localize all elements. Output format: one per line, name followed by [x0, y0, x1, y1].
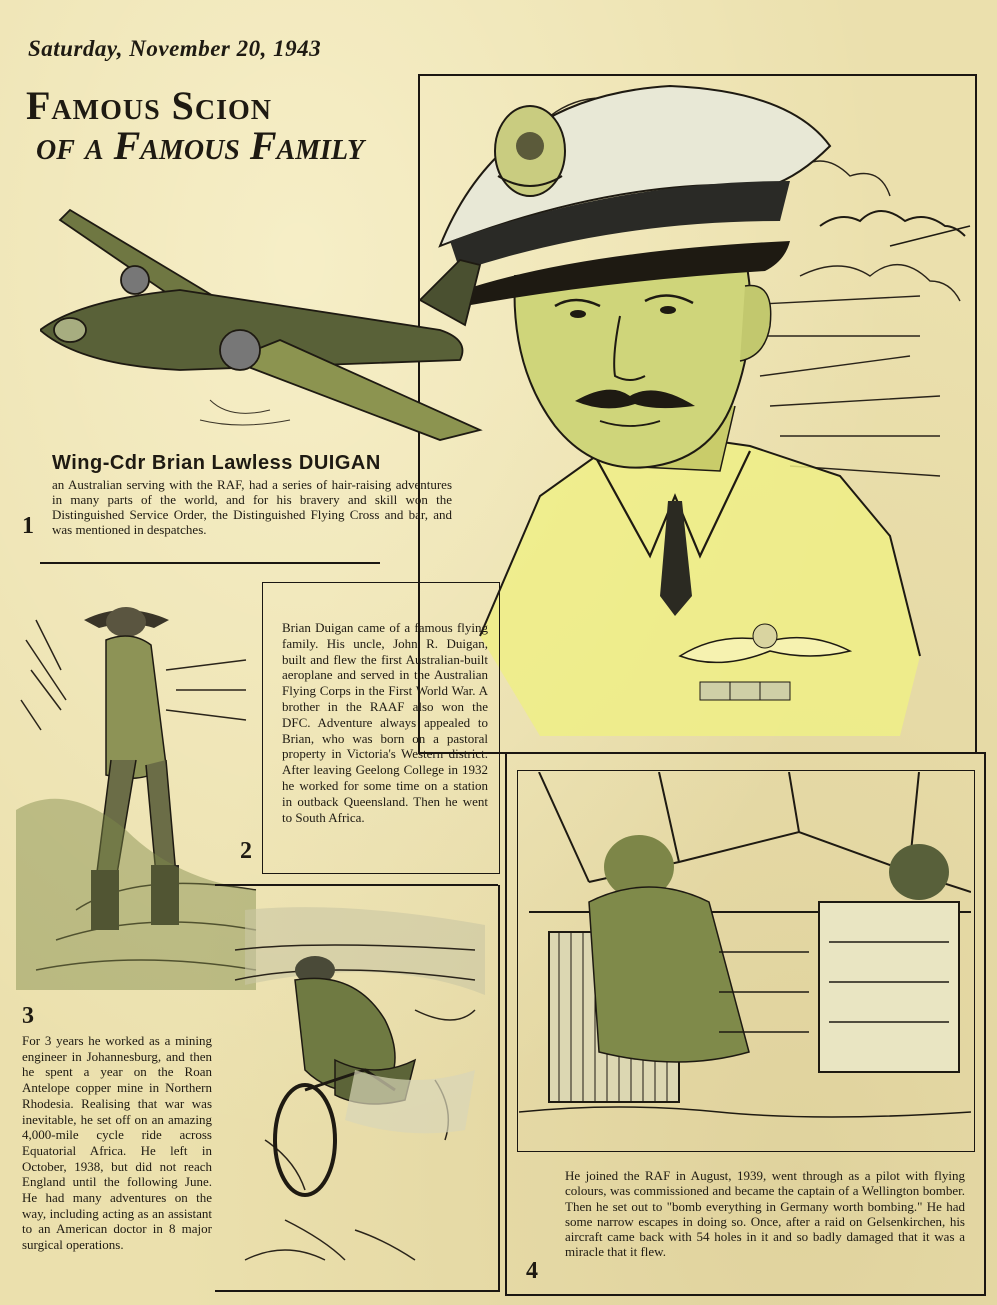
panel-1-text: an Australian serving with the RAF, had a series of hair-raising adventures in many parts of the world, and for his bravery and skill won the Distinguished Service Order, the Distinguished Flying Cross and bar, and was mentioned in despatches. [52, 477, 452, 537]
page-title [26, 83, 406, 168]
panel-4-number: 4 [526, 1258, 538, 1284]
panel-1-rule [40, 562, 380, 564]
panel-3-number: 3 [22, 1003, 34, 1029]
cockpit-illustration [519, 772, 971, 1148]
panel-2-number: 2 [240, 838, 252, 864]
panel-2-text: Brian Duigan came of a famous flying family. His uncle, John R. Duigan, built and flew the first Australian-built aeroplane and served in the Australian Flying Corps in the First World War. A brother in the RAAF also won the DFC. Adventure always appealed to Brian, who was born on a pastoral property in Victoria's Western district. After leaving Geelong College in 1932 he worked for some time on a station in outback Queensland. Then he went to South Africa. [282, 620, 488, 825]
panel-3-text: For 3 years he worked as a mining engineer in Johannesburg, and then he spent a year on the Roan Antelope copper mine in Northern Rhodesia. Realising that war was inevitable, he set off on an amazing 4,000-mile cycle ride across Equatorial Africa. He left in October, 1938, but did not reach England until the following June. He had many adventures on the way, including acting as an assistant to an American doctor in 8 major surgical operations. [22, 1033, 212, 1253]
title-line-1: Famous Scion [26, 83, 273, 128]
title-line-2: of a Famous Family [36, 123, 365, 168]
motorcyclist-illustration [225, 890, 495, 1285]
subject-name: Wing-Cdr Brian Lawless DUIGAN [52, 452, 381, 474]
panel-1-number: 1 [22, 513, 34, 539]
wellington-bomber-illustration [40, 190, 510, 450]
panel-4-text: He joined the RAF in August, 1939, went through as a pilot with flying colours, was commissioned and became the captain of a Wellington bomber. Then he set out to "bomb everything in Germany worth bombing." He had some narrow escapes in doing so. Once, after a raid on Gelsenkirchen, his aircraft came back with 54 holes in it and so badly damaged that it was a miracle that it flew. [565, 1168, 965, 1260]
dateline: Saturday, November 20, 1943 [28, 36, 322, 61]
